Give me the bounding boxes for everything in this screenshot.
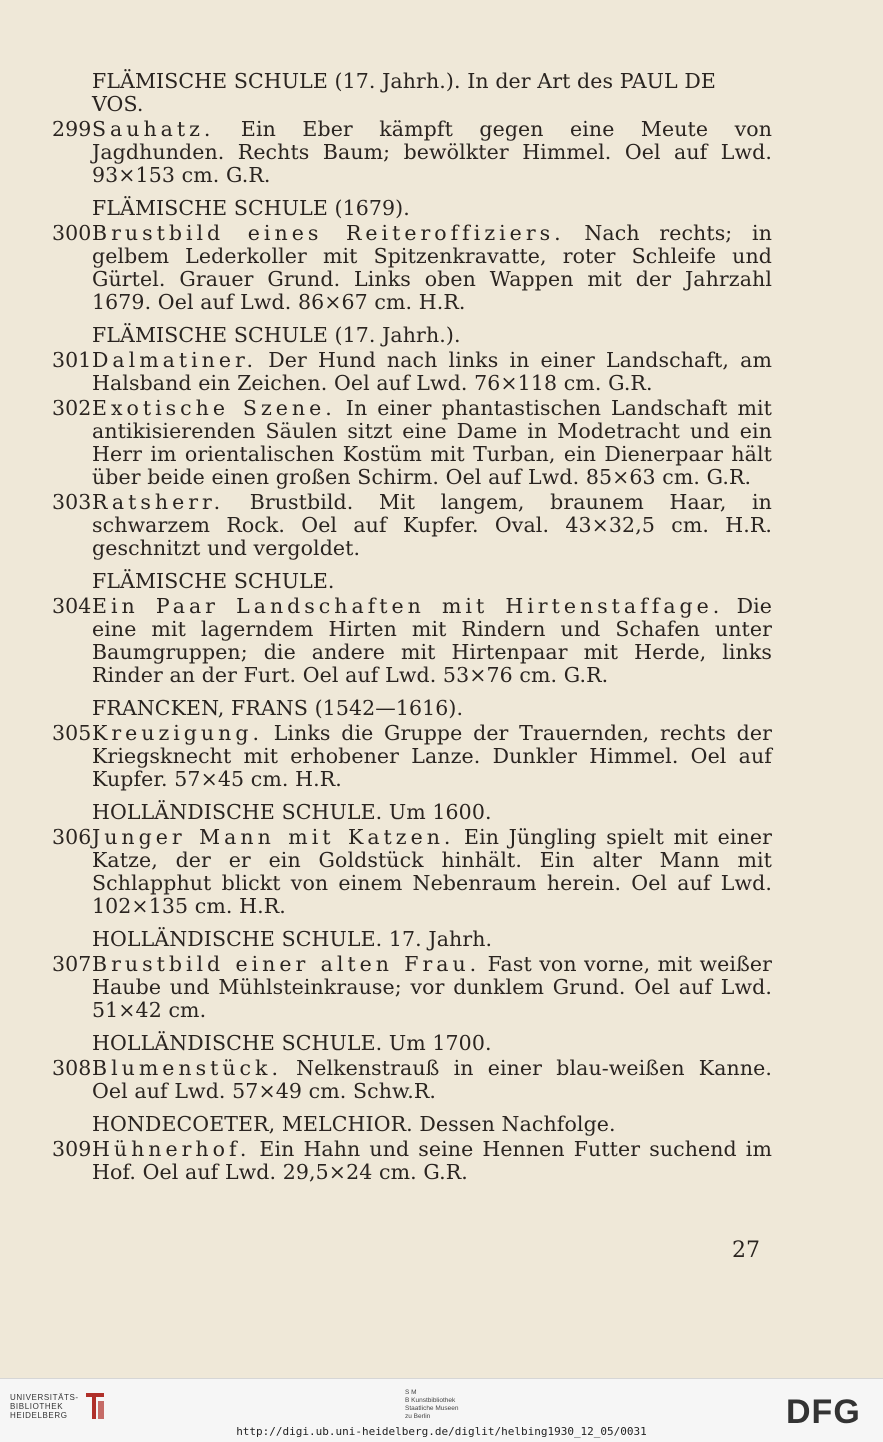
catalogue-entry: [52, 397, 772, 489]
catalogue-entry: [52, 118, 772, 187]
lot-number: 307: [52, 952, 92, 976]
lot-number: 306: [52, 825, 92, 849]
lot-title: Junger Mann mit Katzen.: [92, 825, 455, 849]
lot-title: Brustbild einer alten Frau.: [92, 952, 481, 976]
catalogue-entry: [52, 491, 772, 560]
lot-number: 308: [52, 1056, 92, 1080]
catalogue-entry: [52, 595, 772, 687]
artist-heading: FRANCKEN, FRANS (1542—1616).: [92, 696, 464, 720]
lot-title: Dalmatiner.: [92, 348, 258, 372]
library-line: B Kunstbibliothek: [405, 1397, 456, 1404]
viewer-footer: [0, 1378, 883, 1442]
lot-title: Ratsherr.: [92, 490, 225, 514]
dfg-logo: DFG: [786, 1393, 861, 1431]
lot-title: Hühnerhof.: [92, 1137, 251, 1161]
lot-number: 299: [52, 117, 92, 141]
university-line: BIBLIOTHEK: [10, 1402, 64, 1411]
catalogue-text: [52, 70, 772, 1186]
library-line: S M: [405, 1389, 417, 1396]
catalogue-entry: [52, 722, 772, 791]
lot-description: Fast von vorne, mit weißer Haube und Mühlsteinkrause; vor dunklem Grund. Oel auf Lwd. 51×42 cm.: [92, 952, 772, 1022]
lot-description: In einer phantastischen Landschaft mit antikisierenden Säulen sitzt eine Dame in Modetracht und ein Herr im orientalischen Kostüm mit Turban, ein Dienerpaar hält über beide einen großen Schirm. Oel auf Lwd. 85×63 cm. G.R.: [92, 396, 773, 489]
lot-number: 303: [52, 490, 92, 514]
catalogue-entry: [52, 222, 772, 314]
lot-description: Der Hund nach links in einer Landschaft, am Halsband ein Zeichen. Oel auf Lwd. 76×118 cm. G.R.: [92, 348, 772, 395]
university-line: HEIDELBERG: [10, 1411, 68, 1420]
library-line: Staatliche Museen: [405, 1405, 459, 1412]
catalogue-entry: [52, 349, 772, 395]
lot-number: 305: [52, 721, 92, 745]
artist-heading: FLÄMISCHE SCHULE (1679).: [92, 196, 410, 220]
artist-heading: HOLLÄNDISCHE SCHULE. Um 1700.: [92, 1031, 492, 1055]
lot-number: 309: [52, 1137, 92, 1161]
lot-description: Nelkenstrauß in einer blau-weißen Kanne. Oel auf Lwd. 57×49 cm. Schw.R.: [92, 1056, 772, 1103]
catalogue-entry: [52, 953, 772, 1022]
artist-heading: HOLLÄNDISCHE SCHULE. 17. Jahrh.: [92, 927, 493, 951]
artist-heading: HONDECOETER, MELCHIOR. Dessen Nachfolge.: [92, 1112, 616, 1136]
partner-library: [405, 1389, 458, 1421]
catalogue-entry: [52, 1138, 772, 1184]
artist-heading: FLÄMISCHE SCHULE.: [92, 569, 335, 593]
university-name: [10, 1393, 79, 1420]
permalink-url[interactable]: http://digi.ub.uni-heidelberg.de/diglit/helbing1930_12_05/0031: [236, 1425, 647, 1438]
lot-description: Die eine mit lagerndem Hirten mit Rindern und Schafen unter Baumgruppen; die andere mit Hirtenpaar mit Herde, links Rinder an der Furt. Oel auf Lwd. 53×76 cm. G.R.: [92, 594, 773, 687]
lot-description: Ein Hahn und seine Hennen Futter suchend im Hof. Oel auf Lwd. 29,5×24 cm. G.R.: [92, 1137, 772, 1184]
lot-title: Blumenstück.: [92, 1056, 282, 1080]
library-line: zu Berlin: [405, 1413, 431, 1420]
lot-number: 301: [52, 348, 92, 372]
lot-description: Links die Gruppe der Trauernden, rechts der Kriegsknecht mit erhobener Lanze. Dunkler Himmel. Oel auf Kupfer. 57×45 cm. H.R.: [92, 721, 772, 791]
artist-heading: HOLLÄNDISCHE SCHULE. Um 1600.: [92, 800, 492, 824]
lot-title: Brustbild eines Reiteroffiziers.: [92, 221, 565, 245]
lot-description: Ein Eber kämpft gegen eine Meute von Jagdhunden. Rechts Baum; bewölkter Himmel. Oel auf Lwd. 93×153 cm. G.R.: [92, 117, 772, 187]
lot-title: Sauhatz.: [92, 117, 215, 141]
artist-heading: FLÄMISCHE SCHULE (17. Jahrh.). In der Art des PAUL DE VOS.: [92, 69, 716, 116]
lot-description: Ein Jüngling spielt mit einer Katze, der er ein Goldstück hinhält. Ein alter Mann mit Schlapphut blickt von einem Nebenraum herein. Oel auf Lwd. 102×135 cm. H.R.: [92, 825, 772, 918]
lot-number: 302: [52, 396, 92, 420]
lot-number: 304: [52, 594, 92, 618]
catalogue-entry: [52, 826, 772, 918]
lot-number: 300: [52, 221, 92, 245]
lot-description: Brustbild. Mit langem, braunem Haar, in schwarzem Rock. Oel auf Kupfer. Oval. 43×32,5 cm. H.R. geschnitzt und vergoldet.: [92, 490, 772, 560]
lot-title: Ein Paar Landschaften mit Hirtenstaffage.: [92, 594, 724, 618]
artist-heading: FLÄMISCHE SCHULE (17. Jahrh.).: [92, 323, 461, 347]
university-line: UNIVERSITÄTS-: [10, 1393, 79, 1402]
university-logo-icon: [84, 1389, 106, 1423]
lot-title: Kreuzigung.: [92, 721, 263, 745]
lot-title: Exotische Szene.: [92, 396, 336, 420]
catalogue-entry: [52, 1057, 772, 1103]
lot-description: Nach rechts; in gelbem Lederkoller mit Spitzenkravatte, roter Schleife und Gürtel. Grauer Grund. Links oben Wappen mit der Jahrzahl 1679. Oel auf Lwd. 86×67 cm. H.R.: [92, 221, 772, 314]
page-number: 27: [732, 1238, 760, 1263]
